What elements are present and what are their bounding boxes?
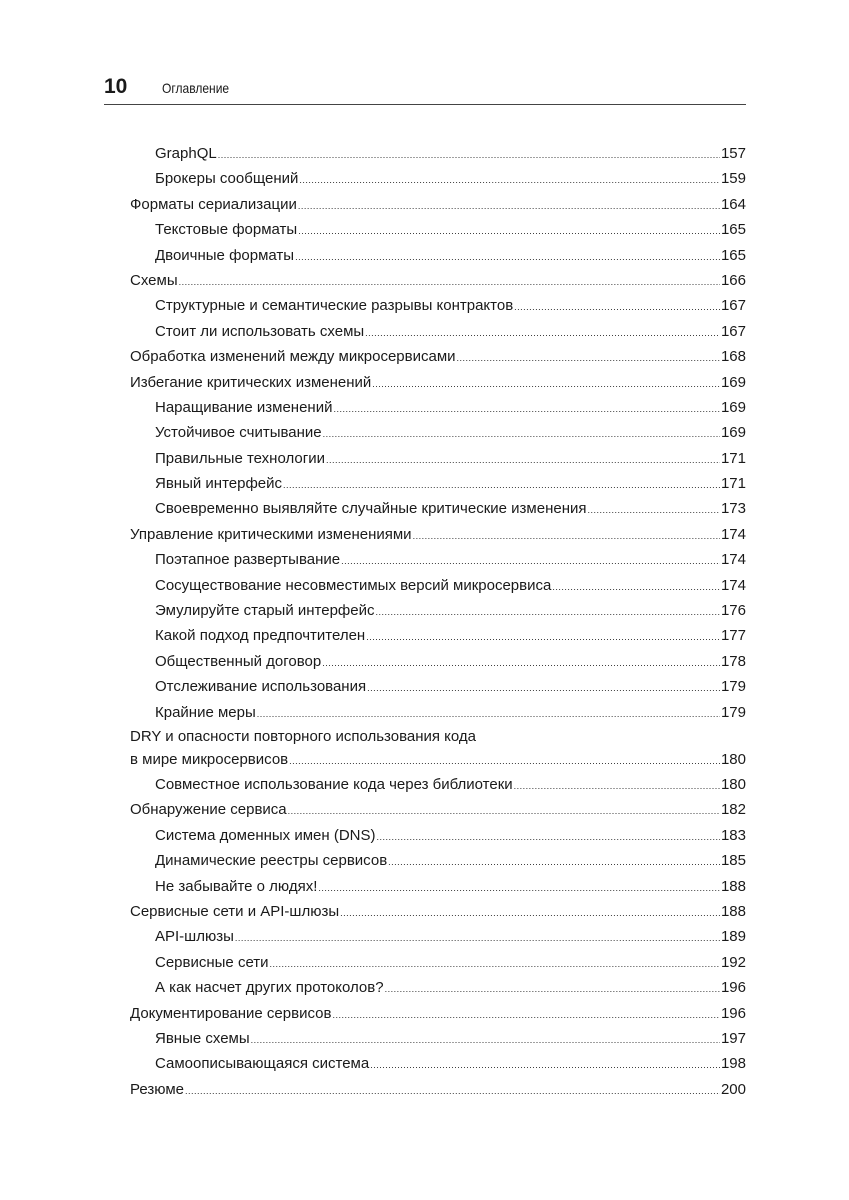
toc-entry-title-continued: в мире микросервисов xyxy=(130,750,289,768)
toc-entry[interactable] xyxy=(130,874,746,899)
toc-entry-page-number: 179 xyxy=(720,678,746,696)
toc-entry-title: Устойчивое считывание xyxy=(155,424,322,442)
toc-entry-title: Какой подход предпочтителен xyxy=(155,627,366,645)
toc-entry-page-number: 177 xyxy=(720,627,746,645)
toc-entry-page-number: 174 xyxy=(720,576,746,594)
dot-leader xyxy=(514,774,720,799)
toc-entry[interactable] xyxy=(130,950,746,975)
toc-entry[interactable] xyxy=(130,823,746,848)
dot-leader xyxy=(514,295,720,320)
toc-entry-title: Сосуществование несовместимых версий микросервиса xyxy=(155,576,552,594)
toc-entry-page-number: 182 xyxy=(720,801,746,819)
toc-entry[interactable] xyxy=(130,217,746,242)
toc-entry[interactable] xyxy=(130,471,746,496)
dot-leader xyxy=(323,422,720,447)
dot-leader xyxy=(372,372,720,397)
toc-entry-title: Не забывайте о людях! xyxy=(155,877,318,895)
toc-entry-page-number: 174 xyxy=(720,551,746,569)
toc-entry[interactable] xyxy=(130,1026,746,1051)
dot-leader xyxy=(366,625,720,650)
toc-entry-title: Явные схемы xyxy=(155,1029,250,1047)
toc-entry-title: Обработка изменений между микросервисами xyxy=(130,348,456,366)
toc-entry-page-number: 167 xyxy=(720,322,746,340)
toc-entry-title: Совместное использование кода через библиотеки xyxy=(155,775,513,793)
toc-entry-title: Документирование сервисов xyxy=(130,1004,332,1022)
toc-entry[interactable] xyxy=(130,522,746,547)
toc-entry[interactable] xyxy=(130,649,746,674)
toc-entry[interactable] xyxy=(130,975,746,1000)
running-header-title: Оглавление xyxy=(162,80,230,96)
toc-entry[interactable] xyxy=(130,623,746,648)
toc-entry-title: Наращивание изменений xyxy=(155,398,333,416)
toc-entry-page-number: 192 xyxy=(720,953,746,971)
toc-entry-page-number: 166 xyxy=(720,271,746,289)
toc-entry-page-number: 189 xyxy=(720,928,746,946)
toc-entry-page-number: 171 xyxy=(720,475,746,493)
toc-entry-title: API-шлюзы xyxy=(155,928,234,946)
toc-entry-title: А как насчет других протоколов? xyxy=(155,979,384,997)
toc-entry-title: Структурные и семантические разрывы контрактов xyxy=(155,297,514,315)
toc-entry-title: Избегание критических изменений xyxy=(130,373,372,391)
toc-entry[interactable] xyxy=(130,192,746,217)
toc-entry[interactable] xyxy=(130,573,746,598)
toc-entry[interactable] xyxy=(130,1077,746,1102)
toc-entry[interactable] xyxy=(130,420,746,445)
dot-leader xyxy=(257,702,720,727)
toc-entry-page-number: 180 xyxy=(720,750,746,768)
dot-leader xyxy=(341,549,720,574)
toc-entry-title: Форматы сериализации xyxy=(130,195,297,213)
toc-entry-page-number: 188 xyxy=(720,902,746,920)
toc-entry-page-number: 164 xyxy=(720,195,746,213)
toc-entry-page-number: 183 xyxy=(720,826,746,844)
dot-leader xyxy=(270,952,720,977)
dot-leader xyxy=(322,651,720,676)
toc-entry[interactable] xyxy=(130,293,746,318)
toc-entry[interactable] xyxy=(130,319,746,344)
toc-entry-page-number: 167 xyxy=(720,297,746,315)
dot-leader xyxy=(218,143,720,168)
toc-entry-page-number: 169 xyxy=(720,373,746,391)
dot-leader xyxy=(457,346,720,371)
toc-entry-page-number: 185 xyxy=(720,852,746,870)
toc-entry-page-number: 200 xyxy=(720,1080,746,1098)
toc-entry[interactable] xyxy=(130,344,746,369)
toc-entry-page-number: 168 xyxy=(720,348,746,366)
toc-entry-title: Крайние меры xyxy=(155,703,256,721)
dot-leader xyxy=(299,168,720,193)
toc-entry-page-number: 188 xyxy=(720,877,746,895)
toc-entry-page-number: 159 xyxy=(720,170,746,188)
dot-leader xyxy=(340,901,720,926)
toc-entry-page-number: 173 xyxy=(720,500,746,518)
dot-leader xyxy=(370,1053,720,1078)
toc-entry[interactable] xyxy=(130,924,746,949)
toc-entry-page-number: 174 xyxy=(720,525,746,543)
dot-leader xyxy=(376,600,720,625)
toc-entry-page-number: 196 xyxy=(720,979,746,997)
dot-leader xyxy=(385,977,720,1002)
toc-entry-title: GraphQL xyxy=(155,145,217,162)
toc-entry[interactable] xyxy=(130,395,746,420)
dot-leader xyxy=(283,473,720,498)
toc-entry-title: Отслеживание использования xyxy=(155,678,367,696)
toc-entry[interactable] xyxy=(130,370,746,395)
toc-entry[interactable] xyxy=(130,772,746,797)
toc-entry-title: Поэтапное развертывание xyxy=(155,551,341,569)
toc-entry-title: Явный интерфейс xyxy=(155,475,283,493)
toc-entry-page-number: 179 xyxy=(720,703,746,721)
toc-entry-title: Сервисные сети xyxy=(155,953,269,971)
dot-leader xyxy=(332,1003,720,1028)
dot-leader xyxy=(251,1028,720,1053)
toc-entry-title: Схемы xyxy=(130,271,178,289)
dot-leader xyxy=(377,825,720,850)
toc-entry-page-number: 171 xyxy=(720,449,746,467)
toc-entry-title: Эмулируйте старый интерфейс xyxy=(155,602,375,620)
toc-entry[interactable] xyxy=(130,674,746,699)
toc-entry-page-number: 169 xyxy=(720,424,746,442)
toc-entry[interactable] xyxy=(130,166,746,191)
toc-entry[interactable] xyxy=(130,797,746,822)
dot-leader xyxy=(288,799,720,824)
dot-leader xyxy=(298,194,720,219)
toc-entry-page-number: 176 xyxy=(720,602,746,620)
toc-entry[interactable] xyxy=(130,446,746,471)
toc-entry[interactable] xyxy=(130,496,746,521)
toc-entry-title: Система доменных имен (DNS) xyxy=(155,826,376,844)
toc-entry-title: Правильные технологии xyxy=(155,449,325,467)
toc-entry[interactable] xyxy=(130,268,746,293)
toc-entry-page-number: 169 xyxy=(720,398,746,416)
toc-entry-title: Своевременно выявляйте случайные критические изменения xyxy=(155,500,587,518)
toc-entry-page-number: 196 xyxy=(720,1004,746,1022)
dot-leader xyxy=(367,676,720,701)
toc-entry[interactable] xyxy=(130,1051,746,1076)
dot-leader xyxy=(235,926,720,951)
toc-entry[interactable] xyxy=(130,700,746,725)
dot-leader xyxy=(326,448,720,473)
toc-entry-page-number: 165 xyxy=(720,246,746,264)
dot-leader xyxy=(289,749,720,773)
toc-entry-title: Сервисные сети и API-шлюзы xyxy=(130,902,340,920)
dot-leader xyxy=(298,219,720,244)
page-header xyxy=(104,74,746,104)
dot-leader xyxy=(318,876,720,901)
toc-entry[interactable] xyxy=(130,141,746,166)
table-of-contents xyxy=(130,141,746,1102)
toc-entry-page-number: 178 xyxy=(720,652,746,670)
dot-leader xyxy=(552,575,720,600)
dot-leader xyxy=(185,1079,720,1104)
toc-entry[interactable] xyxy=(130,243,746,268)
toc-entry[interactable] xyxy=(130,547,746,572)
toc-entry-title: Общественный договор xyxy=(155,652,322,670)
toc-entry-title: Стоит ли использовать схемы xyxy=(155,322,365,340)
toc-entry[interactable] xyxy=(130,899,746,924)
toc-entry[interactable] xyxy=(130,725,746,748)
toc-entry-page-number: 165 xyxy=(720,221,746,239)
toc-entry-page-number: 180 xyxy=(720,775,746,793)
dot-leader xyxy=(388,850,720,875)
dot-leader xyxy=(295,245,720,270)
toc-entry-title: Динамические реестры сервисов xyxy=(155,852,388,870)
toc-entry-title: Текстовые форматы xyxy=(155,221,298,239)
page-number: 10 xyxy=(104,75,128,98)
toc-entry-continuation[interactable] xyxy=(130,748,746,772)
toc-entry-page-number: 198 xyxy=(720,1055,746,1073)
toc-entry-title: Двоичные форматы xyxy=(155,246,295,264)
dot-leader xyxy=(179,270,720,295)
toc-entry[interactable] xyxy=(130,598,746,623)
dot-leader xyxy=(413,524,720,549)
toc-entry[interactable] xyxy=(130,848,746,873)
toc-entry-title: Брокеры сообщений xyxy=(155,170,299,188)
header-divider xyxy=(104,104,746,105)
dot-leader xyxy=(365,321,720,346)
toc-entry-title: Резюме xyxy=(130,1080,184,1098)
dot-leader xyxy=(588,498,720,523)
dot-leader xyxy=(333,397,719,422)
toc-entry-title: Управление критическими изменениями xyxy=(130,525,412,543)
toc-entry-title: Обнаружение сервиса xyxy=(130,801,287,819)
toc-entry[interactable] xyxy=(130,1001,746,1026)
toc-entry-title: Самоописывающаяся система xyxy=(155,1055,370,1073)
toc-entry-page-number: 157 xyxy=(720,145,746,162)
toc-entry-page-number: 197 xyxy=(720,1029,746,1047)
toc-entry-title: DRY и опасности повторного использования кода xyxy=(130,727,477,745)
